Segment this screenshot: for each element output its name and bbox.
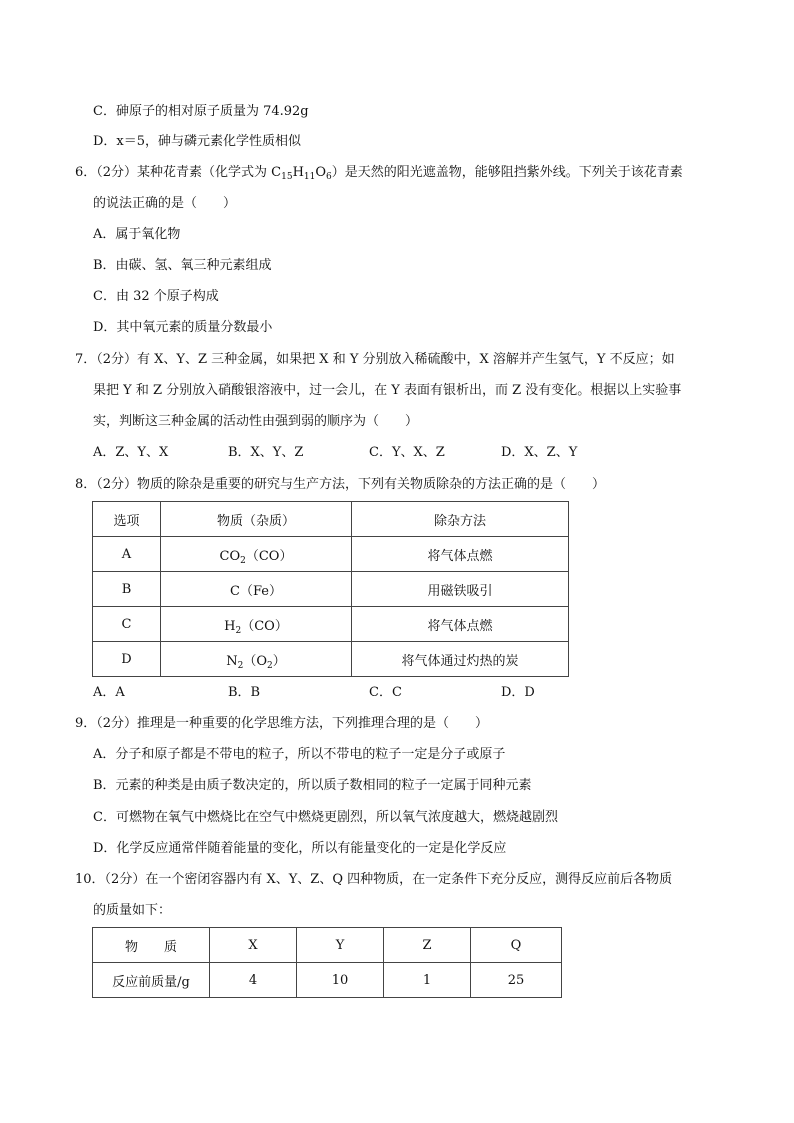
q7-option-c: C．Y、X、Z [369, 445, 445, 460]
q6-formula-c-count: 15 [281, 172, 293, 182]
q10-value-q: 25 [471, 963, 562, 998]
q10-header-substance: 物 质 [93, 928, 210, 963]
q6-formula-h: H [292, 165, 304, 180]
formula-part: （CO） [245, 548, 293, 564]
q6-formula-o-count: 6 [326, 172, 332, 182]
q6-option-b: B．由碳、氢、氧三种元素组成 [93, 258, 272, 273]
q5-option-c: C．砷原子的相对原子质量为 74.92g [93, 104, 309, 119]
q8-row-substance [161, 642, 352, 677]
formula-part: （CO） [241, 618, 288, 634]
q6-stem-continued: 的说法正确的是（ ） [93, 196, 237, 211]
q8-row-substance [161, 537, 352, 572]
q10-value-y: 10 [297, 963, 384, 998]
q10-header-y: Y [297, 928, 384, 963]
q7-stem-line3: 实，判断这三种金属的活动性由强到弱的顺序为（ ） [93, 414, 419, 429]
q8-table-header [93, 502, 569, 537]
table-row [93, 607, 569, 642]
q8-row-substance [161, 607, 352, 642]
q7-stem-line2: 果把 Y 和 Z 分别放入硝酸银溶液中，过一会儿，在 Y 表面有银析出，而 Z 没有变化。根据以上实验事 [93, 383, 682, 398]
formula-subscript: 2 [267, 660, 273, 671]
q8-row-method: 用磁铁吸引 [352, 572, 569, 607]
q10-row-label: 反应前质量/g [93, 963, 210, 998]
formula-part: N [226, 653, 238, 669]
formula-subscript: 2 [240, 555, 246, 566]
q9-stem: 9．（2分）推理是一种重要的化学思维方法，下列推理合理的是（ ） [75, 716, 489, 731]
q9-option-c: C．可燃物在氧气中燃烧比在空气中燃烧更剧烈，所以氧气浓度越大，燃烧越剧烈 [93, 810, 558, 825]
q7-stem-line1: 7．（2分）有 X、Y、Z 三种金属，如果把 X 和 Y 分别放入稀硫酸中，X 溶解并产生氢气，Y 不反应；如 [75, 352, 675, 367]
q9-option-b: B．元素的种类是由质子数决定的，所以质子数相同的粒子一定属于同种元素 [93, 778, 532, 793]
formula-part: （O [243, 653, 268, 669]
formula-part: CO [219, 548, 241, 564]
q6-option-d: D．其中氧元素的质量分数最小 [93, 320, 273, 335]
q10-header-q: Q [471, 928, 562, 963]
table-row [93, 642, 569, 677]
q8-header-option: 选项 [93, 502, 161, 537]
q8-row-method: 将气体点燃 [352, 537, 569, 572]
q6-formula-o: O [315, 165, 327, 180]
table-row [93, 537, 569, 572]
formula-subscript: 2 [235, 625, 242, 636]
q8-option-d: D．D [501, 685, 535, 700]
q10-value-z: 1 [384, 963, 471, 998]
q8-header-substance: 物质（杂质） [161, 502, 352, 537]
q7-option-a: A．Z、Y、X [93, 445, 169, 460]
formula-part: H [224, 618, 236, 634]
q10-stem-line1: 10．（2分）在一个密闭容器内有 X、Y、Z、Q 四种物质，在一定条件下充分反应，测得反应前后各物质 [75, 872, 673, 887]
q10-table-header [93, 928, 562, 963]
q8-stem: 8．（2分）物质的除杂是重要的研究与生产方法，下列有关物质除杂的方法正确的是（ ） [75, 477, 606, 492]
formula-subscript: 2 [237, 660, 244, 671]
q8-row-option: D [93, 642, 161, 677]
q6-stem [75, 164, 683, 182]
q9-option-d: D．化学反应通常伴随着能量的变化，所以有能量变化的一定是化学反应 [93, 841, 507, 856]
q8-row-substance: C（Fe） [161, 572, 352, 607]
q6-option-a: A．属于氧化物 [93, 227, 181, 242]
q10-header-x: X [210, 928, 297, 963]
q10-stem-line2: 的质量如下： [93, 903, 172, 918]
q10-value-x: 4 [210, 963, 297, 998]
q10-table [92, 927, 562, 998]
q8-option-c: C．C [369, 685, 402, 700]
q9-option-a: A．分子和原子都是不带电的粒子，所以不带电的粒子一定是分子或原子 [93, 747, 506, 762]
q6-stem-suffix: ）是天然的阳光遮盖物，能够阻挡紫外线。下列关于该花青素 [331, 165, 683, 180]
q8-option-b: B．B [228, 685, 261, 700]
q8-table [92, 501, 569, 677]
q8-header-method: 除杂方法 [352, 502, 569, 537]
q6-formula-h-count: 11 [303, 172, 316, 182]
q7-option-b: B．X、Y、Z [228, 445, 304, 460]
q6-stem-prefix: 6．（2分）某种花青素（化学式为 C [75, 165, 282, 180]
q7-option-d: D．X、Z、Y [501, 445, 578, 460]
q8-row-option: C [93, 607, 161, 642]
q8-row-method: 将气体点燃 [352, 607, 569, 642]
q6-option-c: C．由 32 个原子构成 [93, 289, 219, 304]
q8-row-option: B [93, 572, 161, 607]
q8-row-method: 将气体通过灼热的炭 [352, 642, 569, 677]
q8-row-option: A [93, 537, 161, 572]
q10-header-z: Z [384, 928, 471, 963]
q5-option-d: D．x＝5，砷与磷元素化学性质相似 [93, 134, 302, 149]
formula-part: ） [272, 653, 286, 669]
table-row [93, 963, 562, 998]
table-row [93, 572, 569, 607]
q8-option-a: A．A [93, 685, 125, 700]
